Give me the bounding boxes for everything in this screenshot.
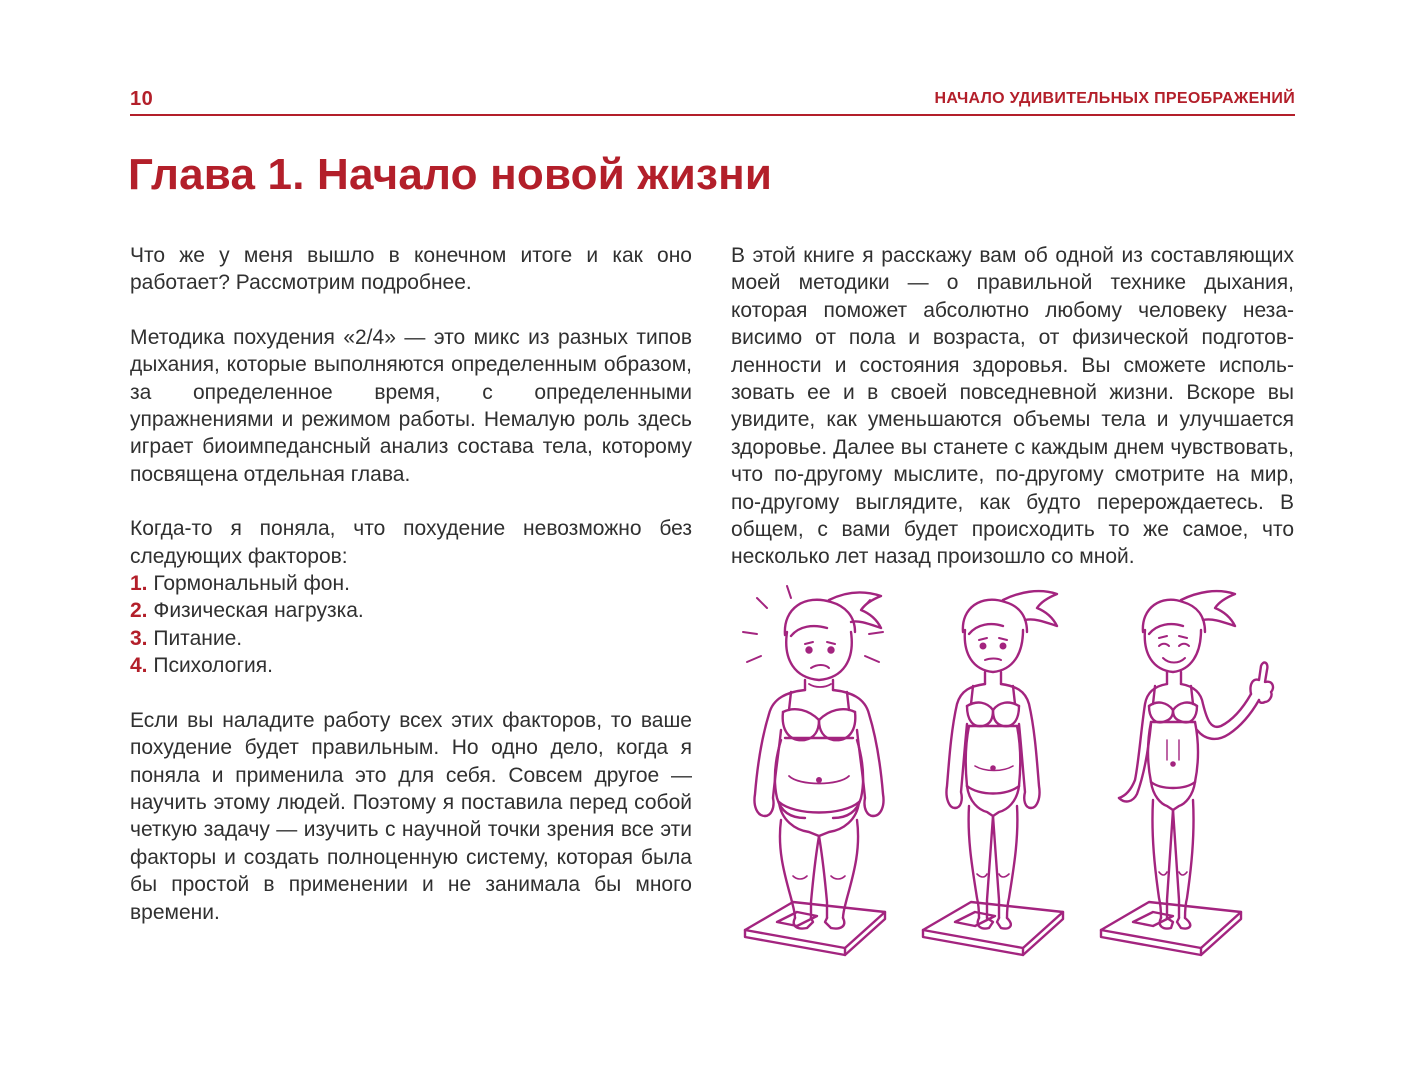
bathroom-scale-1 xyxy=(745,902,885,955)
paragraph-factors-intro: Когда-то я поняла, что похудение невозможно без следующих факторов: xyxy=(130,517,692,568)
factor-text: Питание. xyxy=(153,626,243,650)
figure-medium xyxy=(923,591,1063,955)
factor-text: Гормональный фон. xyxy=(153,572,350,596)
figure-heavy xyxy=(743,586,885,955)
factor-text: Психология. xyxy=(153,654,273,678)
factor-number: 2. xyxy=(130,599,148,623)
weight-loss-illustration xyxy=(735,580,1295,980)
left-column xyxy=(130,242,692,953)
paragraph-conclusion: Если вы наладите работу всех этих факторов, то ваше похудение будет правильным. Но одно дело, когда я поняла и применила это для себя. Совсем другое — научить этому людей. Поэтому я поставила перед собой четкую задачу — изучить с научной точки зрения все эти факторы и создать полноценную систему, которая была бы простой в применении и не занимала бы много времени. xyxy=(130,708,692,924)
right-column xyxy=(731,242,1294,598)
factor-number: 1. xyxy=(130,572,148,596)
page-number: 10 xyxy=(130,88,154,110)
paragraph-book-intro: В этой книге я расскажу вам об одной из составляющих моей методики — о правильной технике дыхания, которая поможет абсолютно любому человеку независимо от пола и возраста, от физической подготовленности и состояния здоровья. Вы сможете использовать ее и в своей повседневной жизни. Вскоре вы увидите, как уменьшаются объемы тела и улучшается здоровье. Далее вы станете с каждым днем чувствовать, что по-другому мыслите, по-другому смотрите на мир, по-другому выглядите, как будто перерождаетесь. В общем, с вами будет происходить то же самое, что несколько лет назад произошло со мной. xyxy=(731,244,1294,569)
paragraph-method: Методика похудения «2/4» — это микс из разных типов дыхания, которые выполняются определенным образом, за определенное время, с определенными упражнениями и режимом работы. Немалую роль здесь играет биоимпедансный анализ состава тела, которому посвящена отдельная глава. xyxy=(130,325,692,486)
factor-item xyxy=(130,652,692,679)
factor-number: 3. xyxy=(130,626,148,650)
factor-text: Физическая нагрузка. xyxy=(153,599,364,623)
bathroom-scale-2 xyxy=(923,902,1063,955)
chapter-title: Глава 1. Начало новой жизни xyxy=(128,150,773,199)
running-head xyxy=(130,88,1295,116)
paragraph-intro: Что же у меня вышло в конечном итоге и как оно работает? Рассмотрим подробнее. xyxy=(130,244,692,295)
figure-slim xyxy=(1101,591,1273,955)
factor-item xyxy=(130,597,692,624)
stress-lines xyxy=(743,586,883,662)
running-section-title: НАЧАЛО УДИВИТЕЛЬНЫХ ПРЕОБРАЖЕНИЙ xyxy=(934,90,1295,107)
factor-item xyxy=(130,625,692,652)
factor-list xyxy=(130,570,692,680)
factor-number: 4. xyxy=(130,654,148,678)
factor-item xyxy=(130,570,692,597)
